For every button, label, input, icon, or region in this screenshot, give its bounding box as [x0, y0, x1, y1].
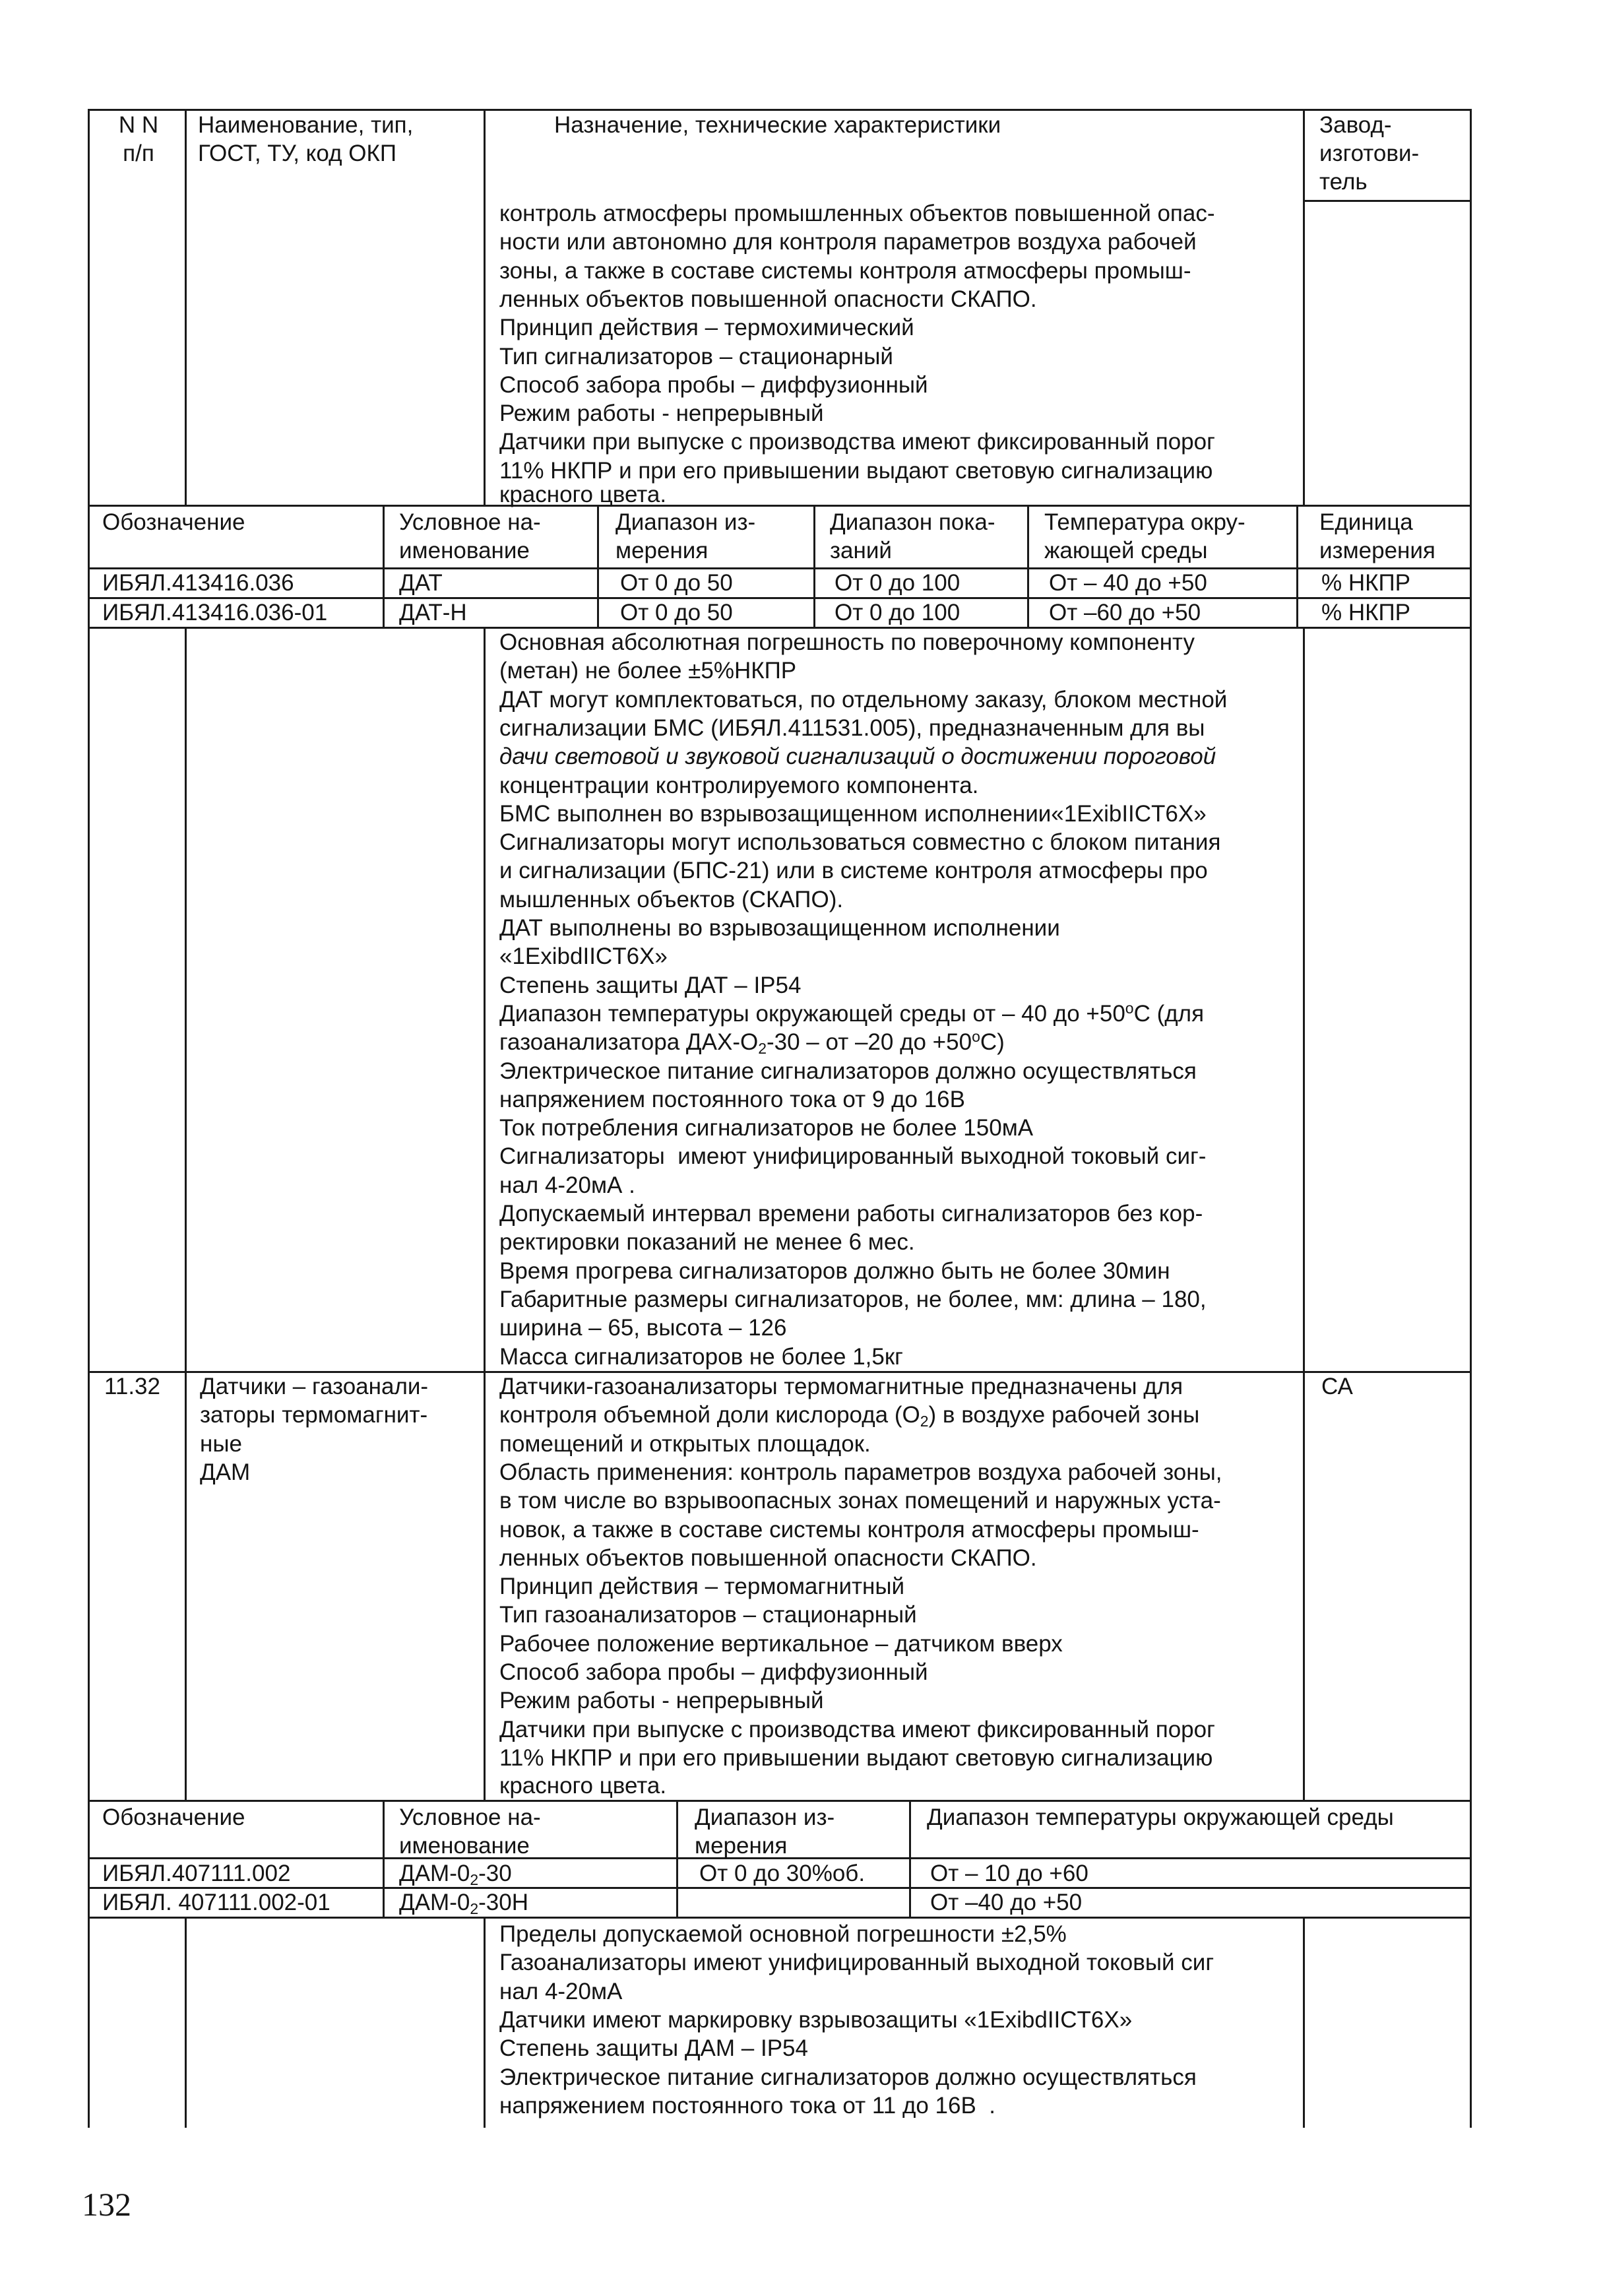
text-line: помещений и открытых площадок.	[499, 1430, 871, 1457]
text-part: -30	[478, 1861, 512, 1886]
text-line: Электрическое питание сигнализаторов должно осуществляться	[499, 1058, 1197, 1084]
rule	[1296, 505, 1298, 629]
text-line: Сигнализаторы могут использоваться совместно с блоком питания	[499, 829, 1221, 856]
text-line: БМС выполнен во взрывозащищенном исполнении«1ExibIICT6X»	[499, 800, 1207, 827]
table2-cell: От –40 до +50	[930, 1890, 1083, 1915]
text-part: ДАМ-0	[399, 1861, 470, 1886]
rule	[185, 1917, 187, 2128]
text-line: ленных объектов повышенной опасности СКАПО.	[499, 1545, 1037, 1571]
page-number: 132	[82, 2186, 131, 2223]
text-line: «1ExibdIICT6X»	[499, 943, 668, 970]
table2-cell	[399, 1888, 528, 1917]
table2-cell: ИБЯЛ.407111.002	[102, 1861, 291, 1886]
text-line: Датчики-газоанализаторы термомагнитные предназначены для	[499, 1374, 1183, 1399]
rule	[1027, 505, 1029, 629]
text-line: Степень защиты ДАМ – IP54	[499, 2035, 808, 2062]
table2-header: Условное на- именование	[399, 1804, 541, 1859]
rule	[676, 1800, 678, 1919]
text-line: контроль атмосферы промышленных объектов повышенной опас-	[499, 201, 1215, 226]
table1-cell: От 0 до 50	[620, 570, 733, 596]
text-line: Режим работы - непрерывный	[499, 400, 824, 427]
text-line: напряжением постоянного тока от 11 до 16В .	[499, 2092, 996, 2119]
text-part: C)	[980, 1029, 1005, 1056]
subscript: 2	[470, 1871, 479, 1888]
subscript: 2	[920, 1413, 929, 1430]
rule	[813, 505, 815, 629]
rule	[88, 505, 1472, 507]
text-line: ленных объектов повышенной опасности СКАПО.	[499, 286, 1037, 312]
text-line: ДАТ могут комплектоваться, по отдельному заказу, блоком местной	[499, 686, 1228, 713]
text-line: Допускаемый интервал времени работы сигнализаторов без кор-	[499, 1201, 1203, 1227]
text-line: Время прогрева сигнализаторов должно быть не более 30мин	[499, 1258, 1170, 1284]
text-line: нал 4-20мА .	[499, 1172, 635, 1198]
text-line: мышленных объектов (СКАПО).	[499, 886, 844, 912]
text-line: ДАМ	[200, 1459, 251, 1485]
degree-sup: o	[1125, 999, 1134, 1017]
rule	[383, 505, 385, 629]
text-line: Область применения: контроль параметров воздуха рабочей зоны,	[499, 1459, 1222, 1485]
table2-header: Диапазон из- мерения	[695, 1804, 835, 1859]
text-line: Газоанализаторы имеют унифицированный выходной токовый сиг	[499, 1950, 1214, 1976]
text-line: и сигнализации (БПС-21) или в системе контроля атмосферы про	[499, 858, 1208, 884]
degree-sup: o	[972, 1028, 980, 1046]
table1-cell: ИБЯЛ.413416.036	[102, 570, 294, 596]
table1-header: Диапазон пока- заний	[830, 509, 995, 563]
rule	[909, 1800, 911, 1919]
text-line: 11% НКПР и при его привышении выдают световую сигнализацию	[499, 1744, 1213, 1771]
text-line: Датчики имеют маркировку взрывозащиты «1ExibdIICT6X»	[499, 2006, 1133, 2033]
table2-cell: ИБЯЛ. 407111.002-01	[102, 1890, 331, 1915]
table1-header: Обозначение	[102, 509, 245, 535]
text-line: 11% НКПР и при его привышении выдают световую сигнализацию	[499, 457, 1213, 484]
header-col-name: Наименование, тип, ГОСТ, ТУ, код ОКП	[198, 112, 414, 166]
table1-header: Температура окру- жающей среды	[1044, 509, 1245, 563]
table1-header: Единица измерения	[1319, 509, 1435, 563]
rule	[88, 109, 90, 2128]
rule	[1303, 1917, 1305, 2128]
item-number: 11.32	[104, 1374, 160, 1399]
subscript: 2	[758, 1040, 767, 1058]
text-line: Датчики при выпуске с производства имеют фиксированный порог	[499, 1716, 1215, 1742]
text-line: Рабочее положение вертикальное – датчиком вверх	[499, 1630, 1063, 1657]
table2-cell: От 0 до 30%об.	[699, 1861, 866, 1886]
header-col-purpose: Назначение, технические характеристики	[554, 112, 1001, 138]
table1-header: Диапазон из- мерения	[615, 509, 756, 563]
rule	[1303, 109, 1305, 506]
text-line: сигнализации БМС (ИБЯЛ.411531.005), предназначенным для вы	[499, 715, 1205, 741]
text-line: дачи световой и звуковой сигнализаций о достижении пороговой	[499, 744, 1216, 770]
rule	[383, 1800, 385, 1919]
text-part: C (для	[1133, 1000, 1205, 1027]
table1-cell: ДАТ	[399, 570, 443, 596]
text-line: Сигнализаторы имеют унифицированный выходной токовый сиг-	[499, 1143, 1207, 1170]
rule	[484, 1917, 486, 2128]
text-line: в том числе во взрывоопасных зонах помещений и наружных уста-	[499, 1488, 1221, 1514]
header-col-number: N N п/п	[118, 112, 159, 166]
item-manufacturer: СА	[1321, 1374, 1353, 1399]
text-line: Пределы допускаемой основной погрешности ±2,5%	[499, 1921, 1067, 1947]
text-line: зоны, а также в составе системы контроля атмосферы промыш-	[499, 257, 1191, 284]
text-line: Принцип действия – термохимический	[499, 315, 914, 341]
rule	[484, 109, 486, 506]
table1-cell: От – 40 до +50	[1049, 570, 1207, 596]
text-line: концентрации контролируемого компонента.	[499, 772, 979, 798]
header-col-manufacturer: Завод- изготови- тель	[1319, 112, 1420, 195]
text-line: ректировки показаний не менее 6 мес.	[499, 1229, 915, 1256]
text-line	[499, 1401, 1199, 1429]
text-part: -30 – от –20 до +50	[767, 1029, 972, 1056]
text-line: ные	[200, 1430, 242, 1457]
rule	[185, 109, 187, 506]
text-line: Электрическое питание сигнализаторов должно осуществляться	[499, 2064, 1197, 2090]
text-part: ) в воздухе рабочей зоны	[928, 1402, 1200, 1428]
text-line: нал 4-20мА	[499, 1978, 623, 2004]
subscript: 2	[470, 1900, 479, 1917]
table2-cell	[399, 1859, 512, 1888]
text-line: красного цвета.	[499, 482, 667, 507]
text-line	[499, 1028, 1005, 1056]
table2-header: Диапазон температуры окружающей среды	[927, 1804, 1394, 1830]
text-line: ДАТ выполнены во взрывозащищенном исполнении	[499, 915, 1060, 941]
text-part: газоанализатора ДАХ-О	[499, 1029, 759, 1056]
text-line: (метан) не более ±5%НКПР	[499, 658, 797, 684]
text-line: Основная абсолютная погрешность по поверочному компоненту	[499, 629, 1195, 655]
text-part: контроля объемной доли кислорода (О	[499, 1402, 920, 1428]
rule	[185, 627, 187, 1801]
text-line	[499, 1000, 1204, 1028]
table1-cell: От 0 до 50	[620, 600, 733, 625]
table1-cell: % НКПР	[1321, 570, 1411, 596]
text-line: новок, а также в составе системы контроля атмосферы промыш-	[499, 1516, 1199, 1543]
table1-cell: От –60 до +50	[1049, 600, 1201, 625]
text-line: Датчики при выпуске с производства имеют фиксированный порог	[499, 429, 1215, 455]
text-line: Габаритные размеры сигнализаторов, не более, мм: длина – 180,	[499, 1286, 1207, 1312]
text-line: Датчики – газоанали-	[200, 1374, 429, 1399]
text-part: -30Н	[478, 1890, 528, 1915]
text-line: красного цвета.	[499, 1773, 667, 1799]
rule	[88, 1800, 1472, 1802]
text-line: Тип сигнализаторов – стационарный	[499, 343, 893, 369]
text-line: Степень защиты ДАТ – IP54	[499, 972, 802, 998]
text-line: Режим работы - непрерывный	[499, 1688, 824, 1714]
table2-cell: От – 10 до +60	[930, 1861, 1088, 1886]
text-line: Тип газоанализаторов – стационарный	[499, 1602, 917, 1628]
table1-cell: % НКПР	[1321, 600, 1411, 625]
table1-cell: От 0 до 100	[835, 570, 961, 596]
table1-cell: ДАТ-Н	[399, 600, 467, 625]
table2-header: Обозначение	[102, 1804, 245, 1830]
table1-cell: ИБЯЛ.413416.036-01	[102, 600, 328, 625]
table1-header: Условное на- именование	[399, 509, 541, 563]
text-line: Ток потребления сигнализаторов не более 150мА	[499, 1115, 1034, 1141]
text-part: ДАМ-0	[399, 1890, 470, 1915]
text-line: Принцип действия – термомагнитный	[499, 1574, 905, 1600]
text-line: напряжением постоянного тока от 9 до 16В	[499, 1086, 965, 1112]
rule	[88, 567, 1472, 569]
text-line: Способ забора пробы – диффузионный	[499, 1659, 928, 1685]
text-line: заторы термомагнит-	[200, 1402, 428, 1428]
table1-cell: От 0 до 100	[835, 600, 961, 625]
text-line: Способ забора пробы – диффузионный	[499, 371, 928, 398]
rule	[484, 627, 486, 1801]
text-part: Диапазон температуры окружающей среды от – 40 до +50	[499, 1000, 1125, 1027]
text-line: Масса сигнализаторов не более 1,5кг	[499, 1343, 903, 1370]
rule	[1303, 627, 1305, 1801]
text-line: ширина – 65, высота – 126	[499, 1315, 787, 1341]
text-line: ности или автономно для контроля параметров воздуха рабочей	[499, 229, 1197, 255]
rule	[1303, 200, 1472, 202]
rule	[1470, 109, 1472, 2128]
rule	[88, 1917, 1472, 1919]
rule	[597, 505, 599, 629]
